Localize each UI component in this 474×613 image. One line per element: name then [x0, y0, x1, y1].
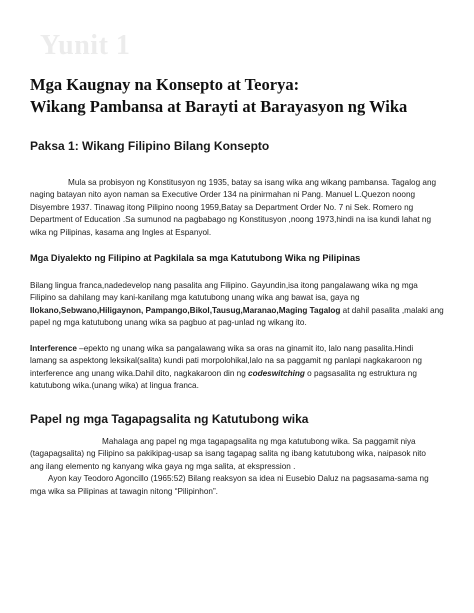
languages-list: Ilokano,Sebwano,Hiligaynon, Pampango,Bikol,Tausug,Maranao,Maging Tagalog — [30, 305, 341, 315]
paragraph-line: Mula sa probisyon ng Konstitusyon ng 1935, batay sa isang wika ang wikang pambansa. Tagalog ang — [68, 178, 437, 187]
paragraph-konstitusyon — [30, 177, 444, 239]
document-title — [30, 74, 450, 118]
section-heading-paksa-1: Paksa 1: Wikang Filipino Bilang Konsepto — [30, 139, 270, 153]
paragraph-line — [30, 305, 444, 317]
term-interference: Interference — [30, 344, 77, 353]
paragraph-line: naging batayan nito ayon naman sa Executive Order 134 na pinirmahan ni Pang. Manuel L.Quezon noong — [30, 190, 416, 200]
paragraph-text: interference ang unang wika.Dahil dito, nagkakaroon din ng — [30, 368, 249, 378]
paragraph-line — [30, 368, 444, 380]
paragraph-line — [30, 343, 444, 355]
paragraph-text: o pagsasalita ng estruktura ng — [304, 368, 417, 378]
paragraph-interference — [30, 343, 444, 393]
paragraph-lingua-franca — [30, 280, 444, 330]
title-line-2: Wikang Pambansa at Barayti at Barayasyon ng Wika — [30, 97, 408, 116]
paragraph-line: ang ilang elemento ng kanyang wika gaya ng mga salita, at ekspression . — [30, 461, 296, 471]
unit-watermark: Yunit 1 — [40, 30, 131, 61]
paragraph-line: Mahalaga ang papel ng mga tagapagsalita ng mga katutubong wika. Sa paggamit niya — [102, 437, 416, 446]
paragraph-text: –epekto ng unang wika sa pangalawang wika sa oras na ginamit ito, lalo nang pasalita.Hindi — [76, 344, 414, 353]
paragraph-line: papel ng mga katutubong unang wika sa pagbuo at pag-unlad ng wikang ito. — [30, 318, 307, 328]
term-codeswitching: codeswitching — [248, 368, 305, 378]
paragraph-line: lamang sa aspektong leksikal(salita) kundi pati morpolohikal,lalo na sa paggamit ng panlapi nagkakaroon ng — [30, 356, 422, 366]
paragraph-line: Disyembre 1937. Tinawag itong Pilipino noong 1959,Batay sa Department Order No. 7 ni Sek. Romero ng — [30, 202, 414, 212]
paragraph-line: katutubong wika.(unang wika) at lingua franca. — [30, 381, 199, 391]
paragraph-line: wika ng Pilipinas, kasama ang Ingles at Espanyol. — [30, 227, 212, 237]
paragraph-line: mga wika sa Pilipinas at tawagin nitong “Pilipinhon”. — [30, 486, 218, 496]
paragraph-line: Department of Education .Sa sumunod na pagbabago ng Konstitusyon ,noong 1973,hindi na isa kundi lahat ng — [30, 215, 432, 225]
paragraph-tagapagsalita — [30, 436, 444, 498]
title-line-1: Mga Kaugnay na Konsepto at Teorya: — [30, 75, 300, 94]
paragraph-line: Bilang lingua franca,nadedevelop nang pasalita ang Filipino. Gayundin,isa itong pangalawang wika ng mga — [30, 281, 418, 290]
paragraph-line: Filipino sa dahilang may kani-kanilang mga katutubong unang wika ang bawat isa, gaya ng — [30, 293, 360, 303]
paragraph-line: (tagapagsalita) ng Filipino sa pakikipag-usap sa isang tagapag salita ng ibang katutubong wika, naipasok nito — [30, 449, 426, 459]
section-heading-papel: Papel ng mga Tagapagsalita ng Katutubong wika — [30, 412, 309, 426]
section-heading-diyalekto: Mga Diyalekto ng Filipino at Pagkilala sa mga Katutubong Wika ng Pilipinas — [30, 253, 361, 263]
paragraph-line: Ayon kay Teodoro Agoncillo (1965:52) Bilang reaksyon sa idea ni Eusebio Daluz na pagsasama-sama ng — [48, 474, 429, 484]
paragraph-text: at dahil pasalita ,malaki ang — [340, 305, 444, 315]
